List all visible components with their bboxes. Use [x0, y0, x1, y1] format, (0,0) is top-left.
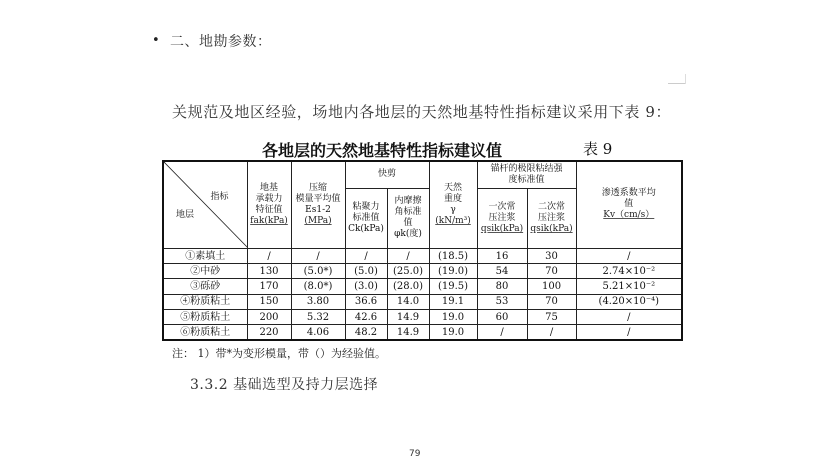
section-heading: 二、地勘参数：	[170, 34, 272, 50]
table-row: ⑥粉质粘土 220 4.06 48.2 14.9 19.0 / / /	[163, 325, 682, 340]
corner-layer-label: 地层	[176, 210, 195, 220]
header-grout-2: 二次常 压注浆 qsik(kPa)	[527, 188, 576, 248]
crop-mark	[685, 74, 686, 84]
table-title: 各地层的天然地基特性指标建议值	[262, 141, 503, 160]
soil-parameters-table	[162, 160, 683, 341]
header-anchor-group: 锚杆的极限粘结强 度标准值	[477, 161, 576, 188]
header-bearing: 地基 承载力 特征值 fak(kPa)	[247, 161, 291, 248]
table-row: ③砾砂 170 (8.0*) (3.0) (28.0) (19.5) 80 100 5.21×10⁻²	[163, 279, 682, 294]
page-number: 79	[409, 449, 421, 459]
intro-text: 关规范及地区经验，场地内各地层的天然地基特性指标建议采用下表 9：	[172, 103, 672, 121]
bullet-icon: •	[152, 33, 160, 48]
header-cohesion: 粘聚力 标准值 Ck(kPa)	[345, 188, 387, 248]
corner-indicator-label: 指标	[210, 192, 229, 202]
header-modulus: 压缩 模量平均值 Es1-2 (MPa)	[291, 161, 345, 248]
header-density: 天然 重度 γ (kN/m³)	[429, 161, 477, 248]
header-friction: 内摩擦 角标准 值 φk(度)	[387, 188, 429, 248]
header-grout-1: 一次常 压注浆 qsik(kPa)	[477, 188, 527, 248]
table-row: ⑤粉质粘土 200 5.32 42.6 14.9 19.0 60 75 /	[163, 309, 682, 324]
header-shear-group: 快剪	[345, 161, 429, 188]
subsection-heading: 3.3.2 基础选型及持力层选择	[190, 377, 379, 393]
table-number: 表 9	[583, 140, 613, 158]
header-corner-cell	[163, 161, 247, 248]
diagonal-line	[164, 162, 247, 248]
header-permeability: 渗透系数平均 值 Kv（cm/s）	[576, 161, 682, 248]
table-row: ①素填土 / / / / (18.5) 16 30 /	[163, 248, 682, 263]
table-row: ④粉质粘土 150 3.80 36.6 14.0 19.1 53 70 (4.20×10⁻⁴)	[163, 294, 682, 309]
crop-mark	[668, 83, 686, 84]
table-row: ②中砂 130 (5.0*) (5.0) (25.0) (19.0) 54 70 2.74×10⁻²	[163, 264, 682, 279]
table-note: 注： 1）带*为变形模量，带（）为经验值。	[172, 347, 386, 360]
